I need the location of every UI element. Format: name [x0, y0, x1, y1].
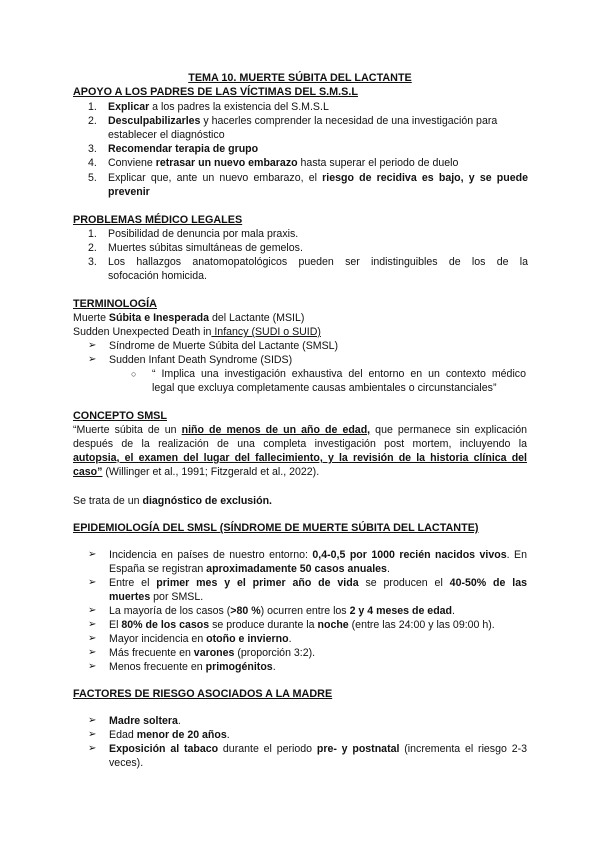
- section-heading-terminologia: TERMINOLOGÍA: [73, 298, 157, 310]
- section-heading-concepto: CONCEPTO SMSL: [73, 410, 167, 422]
- paragraph-line: después de la realización de una completa investigación post mortem, incluyendo la: [73, 438, 527, 450]
- section-heading-apoyo: APOYO A LOS PADRES DE LAS VÍCTIMAS DEL S.M.S.L: [73, 86, 358, 98]
- arrow-bullet-icon: ➢: [88, 605, 97, 616]
- arrow-bullet-icon: ➢: [88, 729, 97, 740]
- arrow-bullet-icon: ➢: [88, 340, 97, 351]
- paragraph-line: caso” (Willinger et al., 1991; Fitzgerald et al., 2022).: [73, 466, 320, 478]
- paragraph-line: Muerte Súbita e Inesperada del Lactante (MSIL): [73, 312, 305, 324]
- paragraph-line: Se trata de un diagnóstico de exclusión.: [73, 495, 273, 507]
- paragraph-line: “Muerte súbita de un niño de menos de un año de edad, que permanece sin explicación: [73, 424, 528, 436]
- arrow-bullet-icon: ➢: [88, 661, 97, 672]
- arrow-bullet-icon: ➢: [88, 619, 97, 630]
- arrow-bullet-icon: ➢: [88, 354, 97, 365]
- arrow-bullet-icon: ➢: [88, 715, 97, 726]
- section-heading-factores: FACTORES DE RIESGO ASOCIADOS A LA MADRE: [73, 688, 333, 700]
- arrow-bullet-icon: ➢: [88, 743, 97, 754]
- paragraph-line: Sudden Unexpected Death in Infancy (SUDI o SUID): [73, 326, 321, 338]
- arrow-bullet-icon: ➢: [88, 647, 97, 658]
- arrow-bullet-icon: ➢: [88, 633, 97, 644]
- circle-bullet-icon: ○: [131, 369, 137, 379]
- page-title: TEMA 10. MUERTE SÚBITA DEL LACTANTE: [188, 72, 412, 84]
- arrow-bullet-icon: ➢: [88, 549, 97, 560]
- section-heading-legales: PROBLEMAS MÉDICO LEGALES: [73, 214, 243, 226]
- section-heading-epidemiologia: EPIDEMIOLOGÍA DEL SMSL (SÍNDROME DE MUERTE SÚBITA DEL LACTANTE): [73, 522, 479, 534]
- paragraph-line: autopsia, el examen del lugar del fallecimiento, y la revisión de la historia clínica del: [73, 452, 527, 464]
- document-page: TEMA 10. MUERTE SÚBITA DEL LACTANTE APOYO A LOS PADRES DE LAS VÍCTIMAS DEL S.M.S.L 1. Explicar a los padres la existencia del S.M.S.L 2. Desculpabilizarles y hacerles comprender la necesidad de una investigación para establecer el diagnóstico 3. Recomendar terapia de grupo 4. Conviene retrasar un nuevo embarazo hasta superar el periodo de duelo 5. Explicar que, ante un nuevo embarazo, el riesgo de recidiva es bajo, y se puede prevenir PROBLEMAS MÉDICO LEGALES 1. Posibilidad de denuncia por mala praxis. 2. Muertes súbitas simultáneas de gemelos. 3. Los hallazgos anatomopatológicos pueden ser indistinguibles de los de la sofocación homicida. TERMINOLOGÍA Muerte Súbita e Inesperada del Lactante (MSIL) Sudden Unexpected Death in Infancy (SUDI o SUID) ➢ Síndrome de Muerte Súbita del Lactante (SMSL) ➢ Sudden Infant Death Syndrome (SIDS) ○ “ Implica una investigación exhaustiva del entorno en un contexto médico legal que excluya completamente causas ambientales o circunstanciales” CONCEPTO SMSL “Muerte súbita de un niño de menos de un año de edad, que permanece sin explicación después de la realización de una completa investigación post mortem, incluyendo la autopsia, el examen del lugar del fallecimiento, y la revisión de la historia clínica del caso” (Willinger et al., 1991; Fitzgerald et al., 2022). Se trata de un diagnóstico de exclusión. EPIDEMIOLOGÍA DEL SMSL (SÍNDROME DE MUERTE SÚBITA DEL LACTANTE) ➢ Incidencia en países de nuestro entorno: 0,4-0,5 por 1000 recién nacidos vivos. En España se registran aproximadamente 50 casos anuales. ➢ Entre el primer mes y el primer año de vida se producen el 40-50% de las muertes por SMSL. ➢ La mayoría de los casos (>80 %) ocurren entre los 2 y 4 meses de edad. ➢ El 80% de los casos se produce durante la noche (entre las 24:00 y las 09:00 h). ➢ Mayor incidencia en otoño e invierno. ➢ Más frecuente en varones (proporción 3:2). ➢ Menos frecuente en primogénitos. FACTORES DE RIESGO ASOCIADOS A LA MADRE ➢ Madre soltera. ➢ Edad menor de 20 años. ➢ Exposición al tabaco durante el periodo pre- y postnatal (incrementa el riesgo 2-3 veces).: [0, 0, 600, 848]
- arrow-bullet-icon: ➢: [88, 577, 97, 588]
